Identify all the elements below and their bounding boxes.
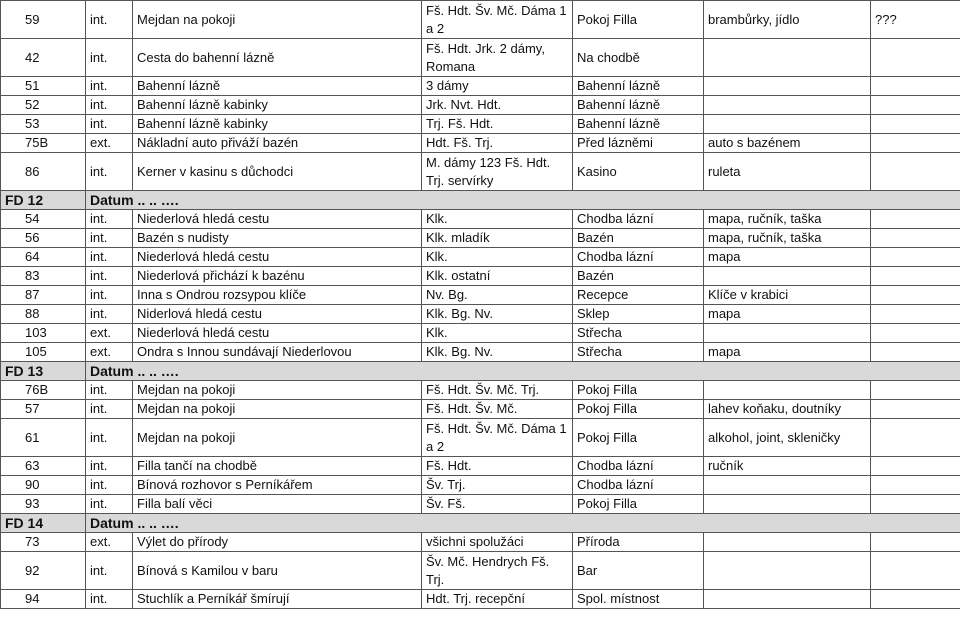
scene-row <box>1 305 960 324</box>
shooting-day-date: Datum .. .. …. <box>86 191 960 210</box>
scene-location-type: int. <box>86 229 133 248</box>
scene-description: Mejdan na pokoji <box>133 381 422 400</box>
scene-cast: Klk. <box>422 210 573 229</box>
scene-props <box>704 267 871 286</box>
scene-row <box>1 457 960 476</box>
scene-set: Pokoj Filla <box>573 495 704 514</box>
scene-props <box>704 381 871 400</box>
scene-description: Bazén s nudisty <box>133 229 422 248</box>
shooting-day-label: FD 14 <box>1 514 86 533</box>
scene-number: 64 <box>1 248 86 267</box>
scene-cast: Klk. ostatní <box>422 267 573 286</box>
scene-number: 75B <box>1 134 86 153</box>
scene-number: 57 <box>1 400 86 419</box>
scene-description: Filla balí věci <box>133 495 422 514</box>
scene-location-type: int. <box>86 267 133 286</box>
scene-row <box>1 77 960 96</box>
scene-location-type: ext. <box>86 343 133 362</box>
scene-number: 83 <box>1 267 86 286</box>
scene-row <box>1 153 960 191</box>
scene-set: Před lázněmi <box>573 134 704 153</box>
scene-description: Mejdan na pokoji <box>133 1 422 39</box>
scene-number: 42 <box>1 39 86 77</box>
scene-set: Pokoj Filla <box>573 381 704 400</box>
scene-cast: Klk. Bg. Nv. <box>422 343 573 362</box>
scene-row <box>1 381 960 400</box>
scene-props: ručník <box>704 457 871 476</box>
scene-props: mapa <box>704 343 871 362</box>
scene-location-type: int. <box>86 286 133 305</box>
scene-props <box>704 115 871 134</box>
scene-row <box>1 343 960 362</box>
scene-row <box>1 552 960 590</box>
scene-cast: Klk. Bg. Nv. <box>422 305 573 324</box>
scene-location-type: int. <box>86 457 133 476</box>
scene-number: 90 <box>1 476 86 495</box>
scene-set: Chodba lázní <box>573 248 704 267</box>
scene-set: Střecha <box>573 343 704 362</box>
scene-props <box>704 495 871 514</box>
scene-props: alkohol, joint, skleničky <box>704 419 871 457</box>
scene-props: brambůrky, jídlo <box>704 1 871 39</box>
scene-description: Kerner v kasinu s důchodci <box>133 153 422 191</box>
scene-row <box>1 286 960 305</box>
scene-number: 86 <box>1 153 86 191</box>
scene-location-type: int. <box>86 210 133 229</box>
scene-note <box>871 419 960 457</box>
scene-set: Spol. místnost <box>573 590 704 609</box>
scene-number: 73 <box>1 533 86 552</box>
scene-cast: 3 dámy <box>422 77 573 96</box>
scene-row <box>1 248 960 267</box>
scene-number: 93 <box>1 495 86 514</box>
scene-set: Bazén <box>573 229 704 248</box>
scene-note <box>871 590 960 609</box>
scene-location-type: int. <box>86 153 133 191</box>
scene-row <box>1 267 960 286</box>
scene-cast: Fš. Hdt. Šv. Mč. Dáma 1 a 2 <box>422 419 573 457</box>
scene-cast: M. dámy 123 Fš. Hdt. Trj. servírky <box>422 153 573 191</box>
scene-number: 94 <box>1 590 86 609</box>
scene-description: Bahenní lázně <box>133 77 422 96</box>
scene-props <box>704 590 871 609</box>
scene-row <box>1 590 960 609</box>
scene-note <box>871 115 960 134</box>
scene-set: Pokoj Filla <box>573 419 704 457</box>
scene-note <box>871 457 960 476</box>
scene-location-type: int. <box>86 552 133 590</box>
scene-description: Niderlová hledá cestu <box>133 305 422 324</box>
scene-number: 105 <box>1 343 86 362</box>
scene-note <box>871 210 960 229</box>
scene-cast: Hdt. Fš. Trj. <box>422 134 573 153</box>
scene-number: 63 <box>1 457 86 476</box>
scene-set: Střecha <box>573 324 704 343</box>
scene-note <box>871 39 960 77</box>
scene-location-type: int. <box>86 77 133 96</box>
shooting-day-row <box>1 191 960 210</box>
scene-row <box>1 210 960 229</box>
scene-row <box>1 1 960 39</box>
scene-number: 59 <box>1 1 86 39</box>
scene-row <box>1 324 960 343</box>
scene-set: Příroda <box>573 533 704 552</box>
scene-row <box>1 533 960 552</box>
scene-description: Stuchlík a Perníkář šmírují <box>133 590 422 609</box>
scene-set: Sklep <box>573 305 704 324</box>
scene-note <box>871 229 960 248</box>
scene-location-type: int. <box>86 590 133 609</box>
scene-set: Kasino <box>573 153 704 191</box>
scene-set: Bahenní lázně <box>573 96 704 115</box>
scene-note <box>871 153 960 191</box>
scene-location-type: ext. <box>86 134 133 153</box>
scene-row <box>1 400 960 419</box>
scene-location-type: int. <box>86 1 133 39</box>
scene-number: 76B <box>1 381 86 400</box>
shooting-day-date: Datum .. .. …. <box>86 362 960 381</box>
scene-set: Chodba lázní <box>573 476 704 495</box>
scene-props: auto s bazénem <box>704 134 871 153</box>
scene-description: Ondra s Innou sundávají Niederlovou <box>133 343 422 362</box>
scene-description: Filla tančí na chodbě <box>133 457 422 476</box>
scene-row <box>1 96 960 115</box>
scene-description: Bahenní lázně kabinky <box>133 96 422 115</box>
scene-number: 52 <box>1 96 86 115</box>
scene-note <box>871 495 960 514</box>
scene-number: 92 <box>1 552 86 590</box>
scene-number: 54 <box>1 210 86 229</box>
scene-note <box>871 96 960 115</box>
scene-location-type: int. <box>86 115 133 134</box>
scene-description: Niederlová hledá cestu <box>133 210 422 229</box>
scene-props: mapa, ručník, taška <box>704 229 871 248</box>
shooting-day-date: Datum .. .. …. <box>86 514 960 533</box>
scene-set: Na chodbě <box>573 39 704 77</box>
scene-set: Bahenní lázně <box>573 115 704 134</box>
scene-props <box>704 77 871 96</box>
scene-set: Pokoj Filla <box>573 400 704 419</box>
scene-row <box>1 39 960 77</box>
scene-note: ??? <box>871 1 960 39</box>
scene-cast: Jrk. Nvt. Hdt. <box>422 96 573 115</box>
scene-set: Bazén <box>573 267 704 286</box>
scene-props <box>704 476 871 495</box>
scene-description: Mejdan na pokoji <box>133 419 422 457</box>
scene-note <box>871 77 960 96</box>
scene-row <box>1 229 960 248</box>
scene-note <box>871 324 960 343</box>
scene-set: Chodba lázní <box>573 457 704 476</box>
scene-row <box>1 495 960 514</box>
scene-cast: Nv. Bg. <box>422 286 573 305</box>
scene-note <box>871 286 960 305</box>
scene-cast: Fš. Hdt. <box>422 457 573 476</box>
scene-note <box>871 533 960 552</box>
scene-location-type: int. <box>86 495 133 514</box>
scene-number: 53 <box>1 115 86 134</box>
scene-cast: Fš. Hdt. Šv. Mč. Dáma 1 a 2 <box>422 1 573 39</box>
scene-cast: Fš. Hdt. Jrk. 2 dámy, Romana <box>422 39 573 77</box>
scene-set: Chodba lázní <box>573 210 704 229</box>
shooting-day-label: FD 12 <box>1 191 86 210</box>
scene-location-type: int. <box>86 305 133 324</box>
scene-set: Bahenní lázně <box>573 77 704 96</box>
scene-cast: Fš. Hdt. Šv. Mč. Trj. <box>422 381 573 400</box>
scene-location-type: int. <box>86 248 133 267</box>
scene-location-type: int. <box>86 96 133 115</box>
scene-description: Niederlová hledá cestu <box>133 248 422 267</box>
scene-props <box>704 533 871 552</box>
scene-props: mapa, ručník, taška <box>704 210 871 229</box>
scene-row <box>1 476 960 495</box>
scene-note <box>871 343 960 362</box>
scene-props <box>704 96 871 115</box>
scene-location-type: int. <box>86 419 133 457</box>
scene-location-type: int. <box>86 476 133 495</box>
scene-description: Bínová rozhovor s Perníkářem <box>133 476 422 495</box>
scene-props: mapa <box>704 305 871 324</box>
shooting-day-label: FD 13 <box>1 362 86 381</box>
scene-note <box>871 381 960 400</box>
scene-cast: Šv. Mč. Hendrych Fš. Trj. <box>422 552 573 590</box>
scene-cast: Klk. <box>422 324 573 343</box>
scene-description: Cesta do bahenní lázně <box>133 39 422 77</box>
scene-props: lahev koňaku, doutníky <box>704 400 871 419</box>
scene-note <box>871 267 960 286</box>
scene-description: Nákladní auto přiváží bazén <box>133 134 422 153</box>
scene-cast: Šv. Fš. <box>422 495 573 514</box>
scene-location-type: ext. <box>86 324 133 343</box>
scene-description: Mejdan na pokoji <box>133 400 422 419</box>
scene-cast: všichni spolužáci <box>422 533 573 552</box>
scene-cast: Šv. Trj. <box>422 476 573 495</box>
scene-note <box>871 552 960 590</box>
scene-props <box>704 39 871 77</box>
scene-description: Bahenní lázně kabinky <box>133 115 422 134</box>
scene-set: Pokoj Filla <box>573 1 704 39</box>
scene-note <box>871 134 960 153</box>
scene-number: 51 <box>1 77 86 96</box>
scene-note <box>871 248 960 267</box>
scene-cast: Hdt. Trj. recepční <box>422 590 573 609</box>
scene-description: Inna s Ondrou rozsypou klíče <box>133 286 422 305</box>
scene-description: Niederlová hledá cestu <box>133 324 422 343</box>
scene-description: Výlet do přírody <box>133 533 422 552</box>
scene-location-type: int. <box>86 400 133 419</box>
scene-number: 56 <box>1 229 86 248</box>
scene-cast: Trj. Fš. Hdt. <box>422 115 573 134</box>
scene-number: 88 <box>1 305 86 324</box>
scene-description: Bínová s Kamilou v baru <box>133 552 422 590</box>
shooting-day-row <box>1 362 960 381</box>
scene-number: 87 <box>1 286 86 305</box>
scene-set: Bar <box>573 552 704 590</box>
scene-number: 61 <box>1 419 86 457</box>
scene-location-type: ext. <box>86 533 133 552</box>
scene-note <box>871 305 960 324</box>
scene-location-type: int. <box>86 39 133 77</box>
scene-props: mapa <box>704 248 871 267</box>
scene-note <box>871 476 960 495</box>
scene-cast: Klk. mladík <box>422 229 573 248</box>
scene-props: ruleta <box>704 153 871 191</box>
scene-row <box>1 419 960 457</box>
scene-props: Klíče v krabici <box>704 286 871 305</box>
scene-note <box>871 400 960 419</box>
scene-location-type: int. <box>86 381 133 400</box>
scene-cast: Klk. <box>422 248 573 267</box>
scene-number: 103 <box>1 324 86 343</box>
scene-props <box>704 552 871 590</box>
scene-description: Niederlová přichází k bazénu <box>133 267 422 286</box>
scene-cast: Fš. Hdt. Šv. Mč. <box>422 400 573 419</box>
scene-row <box>1 115 960 134</box>
shooting-day-row <box>1 514 960 533</box>
scene-props <box>704 324 871 343</box>
scene-row <box>1 134 960 153</box>
scene-set: Recepce <box>573 286 704 305</box>
